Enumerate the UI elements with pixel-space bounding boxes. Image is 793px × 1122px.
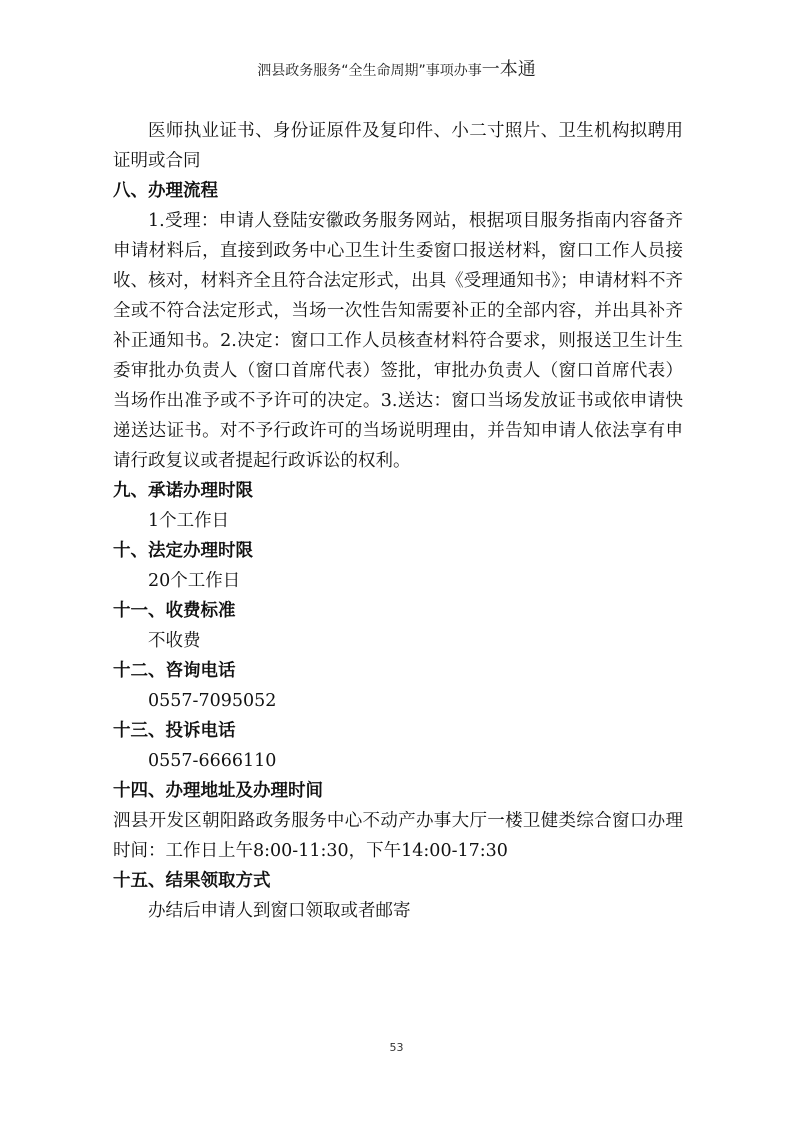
section-heading-address: 十四、办理地址及办理时间 xyxy=(113,781,323,801)
section-heading-consult-phone: 十二、咨询电话 xyxy=(113,661,236,681)
pickup-value: 办结后申请人到窗口领取或者邮寄 xyxy=(148,901,411,921)
document-body xyxy=(113,116,683,926)
section-heading-pickup: 十五、结果领取方式 xyxy=(113,871,271,891)
consult-phone-value: 0557-7095052 xyxy=(148,691,277,711)
section-heading-process: 八、办理流程 xyxy=(113,181,218,201)
fee-value: 不收费 xyxy=(148,631,201,651)
legal-time-value: 20个工作日 xyxy=(148,571,241,591)
process-paragraph: 1.受理：申请人登陆安徽政务服务网站，根据项目服务指南内容备齐申请材料后，直接到政务中心卫生计生委窗口报送材料，窗口工作人员接收、核对，材料齐全且符合法定形式，出具《受理通知书》；申请材料不齐全或不符合法定形式，当场一次性告知需要补正的全部内容，并出具补齐补正通知书。2.决定：窗口工作人员核查材料符合要求，则报送卫生计生委审批办负责人（窗口首席代表）签批，审批办负责人（窗口首席代表）当场作出准予或不予许可的决定。3.送达：窗口当场发放证书或依申请快递送达证书。对不予行政许可的当场说明理由，并告知申请人依法享有申请行政复议或者提起行政诉讼的权利。 xyxy=(113,211,683,471)
complaint-phone-value: 0557-6666110 xyxy=(148,751,277,771)
intro-paragraph: 医师执业证书、身份证原件及复印件、小二寸照片、卫生机构拟聘用证明或合同 xyxy=(113,121,683,171)
promised-time-value: 1个工作日 xyxy=(148,511,230,531)
address-paragraph: 泗县开发区朝阳路政务服务中心不动产办事大厅一楼卫健类综合窗口办理时间：工作日上午8:00-11:30，下午14:00-17:30 xyxy=(113,811,683,861)
header-title-suffix: 一本通 xyxy=(481,59,536,80)
header-title: 泗县政务服务“全生命周期”事项办事 xyxy=(257,63,482,79)
page-number: 53 xyxy=(389,1041,404,1054)
section-heading-complaint-phone: 十三、投诉电话 xyxy=(113,721,236,741)
page-header xyxy=(0,61,793,80)
section-heading-fee: 十一、收费标准 xyxy=(113,601,236,621)
section-heading-promised-time: 九、承诺办理时限 xyxy=(113,481,253,501)
section-heading-legal-time: 十、法定办理时限 xyxy=(113,541,253,561)
